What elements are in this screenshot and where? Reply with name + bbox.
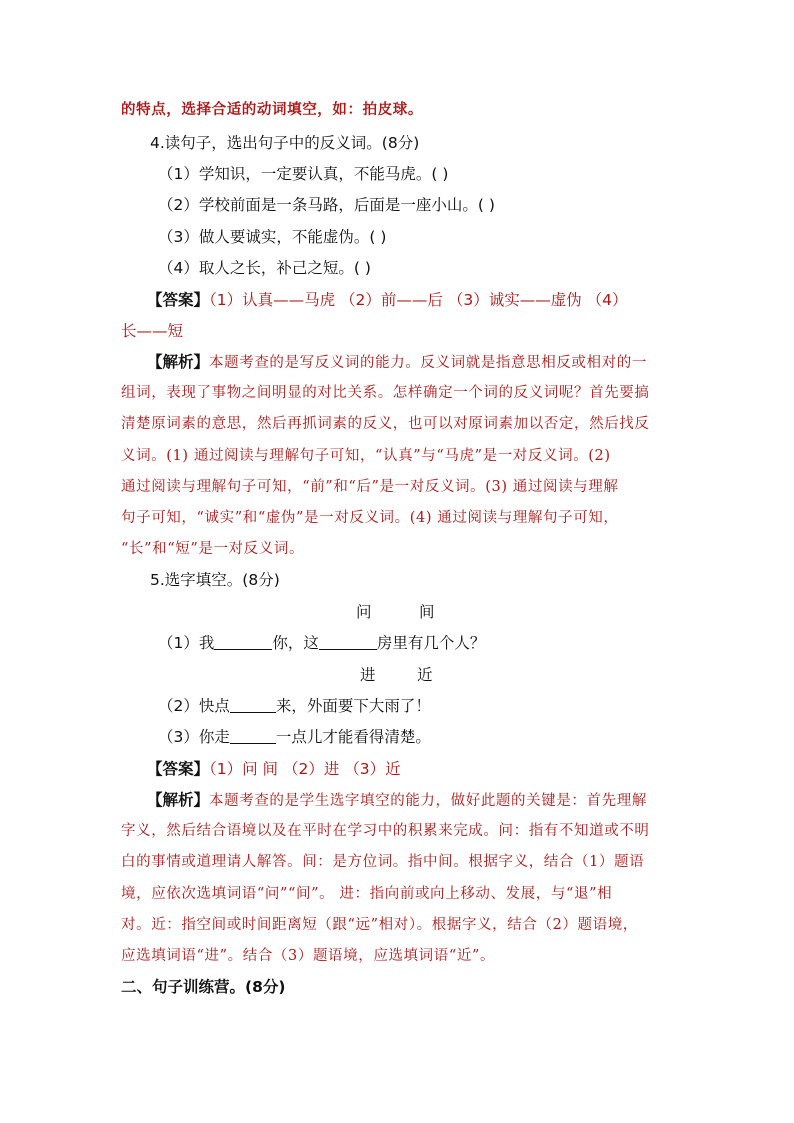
analysis-line: 境，应依次选填词语“问”“间”。 进：指向前或向上移动、发展，与“退”相 bbox=[121, 886, 613, 902]
section2-title: 二、句子训练营。(8分) bbox=[121, 978, 286, 996]
fill-blank[interactable] bbox=[319, 635, 377, 650]
fill-blank[interactable] bbox=[214, 635, 272, 650]
item-text: 来，外面要下大雨了！ bbox=[275, 697, 431, 715]
analysis-line: 对。近：指空间或时间距离短（跟“远”相对）。根据字义，结合（2）题语境， bbox=[121, 917, 638, 933]
item-text: （1）我 bbox=[158, 634, 215, 652]
item-text: 你，这 bbox=[272, 634, 319, 652]
analysis-line: 通过阅读与理解句子可知，“前”和“后”是一对反义词。(3) 通过阅读与理解 bbox=[121, 479, 619, 495]
answer-text: （1）问 间 （2）进 （3）近 bbox=[209, 760, 401, 778]
analysis-line: 应选填词语“进”。结合（3）题语境，应选填词语“近”。 bbox=[121, 948, 496, 964]
q4-title: 4.读句子，选出句子中的反义词。(8分) bbox=[150, 134, 420, 152]
q5-item-3 bbox=[158, 726, 431, 748]
q4-item-1: （1）学知识，一定要认真，不能马虎。( ) bbox=[158, 165, 449, 183]
analysis-line: “长”和“短”是一对反义词。 bbox=[121, 541, 305, 557]
fill-blank[interactable] bbox=[230, 698, 276, 713]
analysis-line: 义词。(1) 通过阅读与理解句子可知，“认真”与“马虎”是一对反义词。(2) bbox=[121, 448, 611, 464]
q5-pair1-a: 问 bbox=[356, 603, 372, 621]
q4-analysis bbox=[147, 351, 647, 374]
answer-tag: 【答案】 bbox=[147, 760, 210, 778]
item-text: （2）快点 bbox=[158, 697, 230, 715]
fill-blank[interactable] bbox=[230, 729, 276, 744]
answer-tag: 【答案】 bbox=[147, 291, 210, 309]
q5-pair2-a: 进 bbox=[360, 666, 376, 684]
item-text: 房里有几个人？ bbox=[376, 634, 486, 652]
analysis-tag: 【解析】 bbox=[147, 353, 210, 371]
answer-text: （1）认真——马虎 （2）前——后 （3）诚实——虚伪 （4） bbox=[209, 291, 628, 309]
q4-answer bbox=[147, 289, 628, 311]
q5-analysis bbox=[147, 789, 647, 812]
analysis-line: 句子可知，“诚实”和“虚伪”是一对反义词。(4) 通过阅读与理解句子可知， bbox=[121, 510, 619, 526]
q4-answer-cont: 长——短 bbox=[121, 322, 184, 340]
q5-pair2-b: 近 bbox=[417, 666, 433, 684]
analysis-line: 本题考查的是写反义词的能力。反义词就是指意思相反或相对的一 bbox=[209, 355, 647, 371]
q5-item-1 bbox=[158, 632, 485, 654]
analysis-line: 清楚原词素的意思，然后再抓词素的反义，也可以对原词素加以否定，然后找反 bbox=[121, 416, 650, 432]
analysis-line: 组词，表现了事物之间明显的对比关系。怎样确定一个词的反义词呢？首先要搞 bbox=[121, 385, 650, 401]
analysis-tag: 【解析】 bbox=[147, 791, 210, 809]
analysis-line: 本题考查的是学生选字填空的能力，做好此题的关键是：首先理解 bbox=[209, 793, 647, 809]
item-text: 一点儿才能看得清楚。 bbox=[275, 728, 431, 746]
analysis-line: 白的事情或道理请人解答。间：是方位词。指中间。根据字义，结合（1）题语 bbox=[121, 854, 645, 870]
q4-item-3: （3）做人要诚实，不能虚伪。( ) bbox=[158, 228, 387, 246]
q5-answer bbox=[147, 758, 401, 780]
q4-item-2: （2）学校前面是一条马路，后面是一座小山。( ) bbox=[158, 196, 495, 214]
item-text: （3）你走 bbox=[158, 728, 230, 746]
analysis-line: 字义，然后结合语境以及在平时在学习中的积累来完成。问：指有不知道或不明 bbox=[121, 823, 650, 839]
q5-title: 5.选字填空。(8分) bbox=[150, 571, 280, 589]
q5-pair1-b: 间 bbox=[419, 603, 435, 621]
top-line: 的特点，选择合适的动词填空，如：拍皮球。 bbox=[121, 101, 423, 118]
q5-item-2 bbox=[158, 695, 431, 717]
q4-item-4: （4）取人之长，补己之短。( ) bbox=[158, 259, 371, 277]
